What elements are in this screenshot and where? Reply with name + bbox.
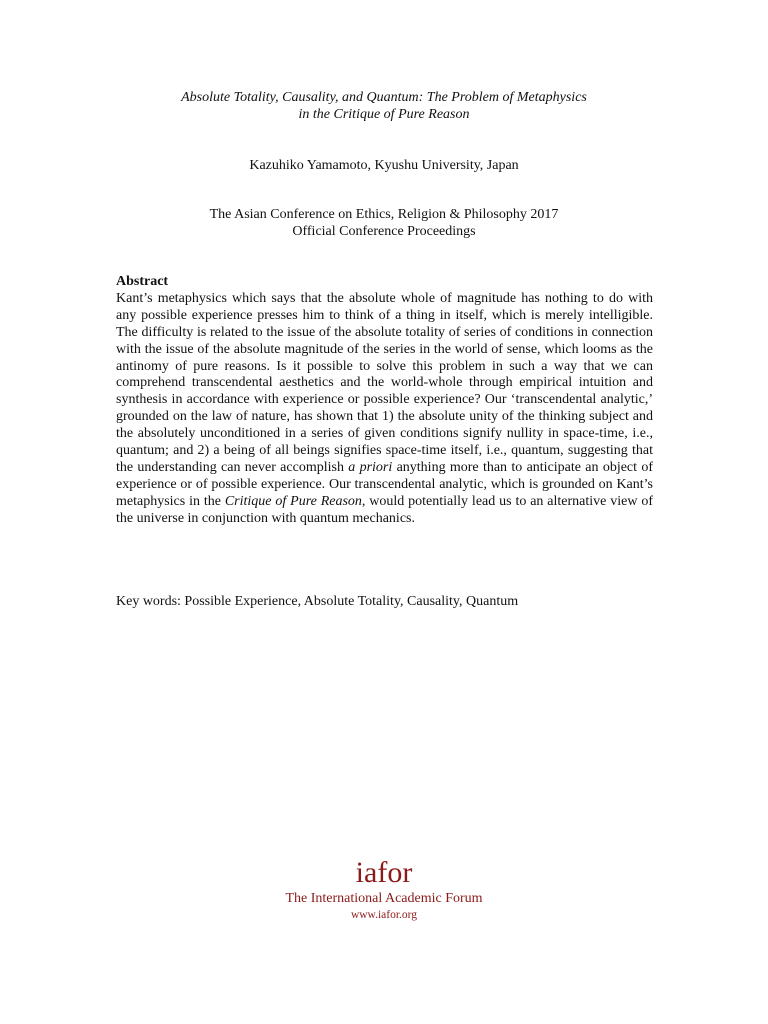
publisher-url: www.iafor.org <box>350 909 418 921</box>
abstract-text-part-1: Kant’s metaphysics which says that the absolute whole of magnitude has nothing to do with any possible experience presses him to think of a thing in itself, which is merely intelligible. The difficulty is related to the issue of the absolute totality of series of conditions in connection with the issue of the absolute magnitude of the series in the world of sense, which looms as the antinomy of pure reasons. Is it possible to solve this problem in such a way that we can comprehend transcendental aesthetics and the world-whole through empirical intuition and synthesis in accordance with experience or possible experience? Our ‘transcendental analytic,’ grounded on the law of nature, has shown that 1) the absolute unity of the thinking subject and the absolutely unconditioned in a series of given conditions signify nullity in space-time, i.e., quantum; and 2) a being of all beings signifies space-time itself, i.e., quantum, suggesting that the understanding can never accomplish <box>116 290 653 475</box>
abstract-italic-a-priori: a priori <box>348 459 393 475</box>
keywords: Key words: Possible Experience, Absolute Totality, Causality, Quantum <box>116 594 519 609</box>
conference-proceedings: Official Conference Proceedings <box>292 224 476 239</box>
abstract-section <box>116 274 653 528</box>
publisher-footer <box>0 856 768 922</box>
paper-title-line-1: Absolute Totality, Causality, and Quantum: The Problem of Metaphysics <box>181 90 587 105</box>
abstract-italic-critique: Critique of Pure Reason <box>224 493 362 509</box>
abstract-body <box>116 291 653 528</box>
author-affiliation: Kazuhiko Yamamoto, Kyushu University, Japan <box>249 158 519 173</box>
abstract-text-part-2: anything more than to anticipate an object of experience or of possible experience. Our transcendental analytic, which is grounded on Kant’s metaphysics in the <box>116 459 654 509</box>
abstract-text-part-3: , would potentially lead us to an alternative view of the universe in conjunction with quantum mechanics. <box>116 493 653 526</box>
conference-info <box>0 206 768 240</box>
iafor-logo: iafor <box>355 856 413 889</box>
conference-name: The Asian Conference on Ethics, Religion & Philosophy 2017 <box>209 207 559 222</box>
paper-title-line-2: in the Critique of Pure Reason <box>298 107 470 122</box>
paper-title <box>0 89 768 123</box>
abstract-heading: Abstract <box>116 274 169 289</box>
publisher-name: The International Academic Forum <box>285 891 483 906</box>
